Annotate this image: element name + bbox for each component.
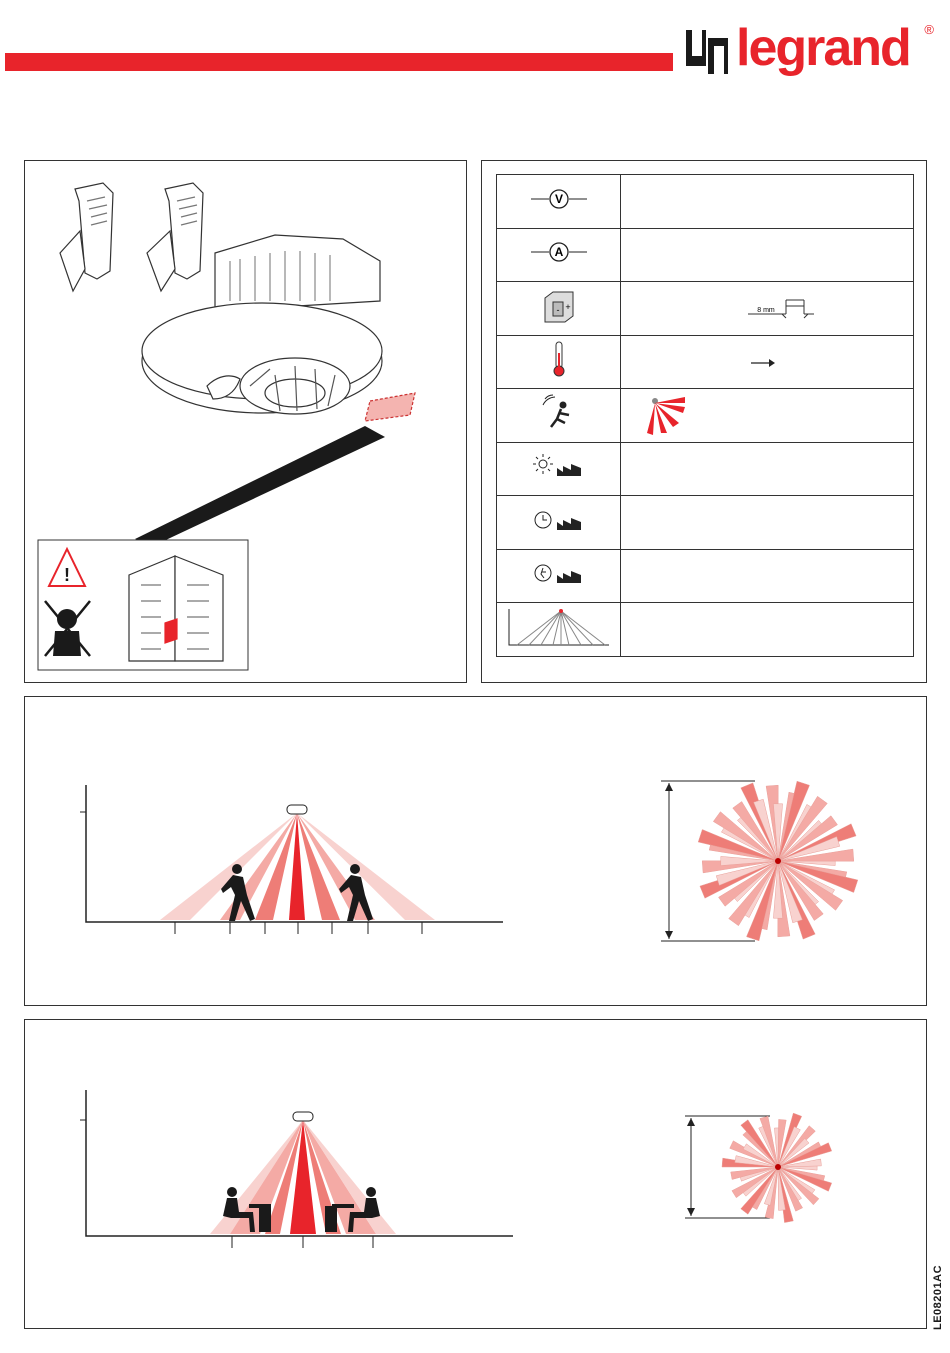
voltage-icon	[529, 188, 589, 210]
brand-name: legrand	[736, 19, 910, 77]
callout-pointer	[135, 426, 385, 546]
terminal-icon	[541, 288, 577, 324]
registered-mark: ®	[924, 22, 934, 37]
voltage-symbol: V	[554, 191, 563, 206]
spec-row-lux	[497, 442, 914, 496]
spec-row-temperature	[497, 335, 914, 389]
strip-length-icon	[746, 294, 816, 324]
lux-setting-icon	[531, 452, 587, 480]
document-code	[930, 1258, 946, 1330]
document-code-text: LE08201AC	[932, 1264, 944, 1330]
spec-row-pattern	[497, 603, 914, 657]
seated-detection-diagram	[25, 1020, 928, 1330]
spec-row-detection	[497, 389, 914, 443]
temperature-icon	[549, 339, 569, 379]
detection-burst-icon	[722, 1113, 832, 1223]
ceiling-sensor-icon	[287, 805, 307, 814]
legrand-logo	[684, 19, 934, 88]
detection-pattern-icon	[507, 607, 611, 647]
manual-book-icon	[129, 556, 223, 661]
svg-text:!: !	[64, 565, 70, 585]
walking-detection-diagram	[25, 697, 928, 1007]
terminal-minus: -	[556, 304, 559, 315]
strip-length: 8 mm	[757, 307, 775, 314]
spec-table	[496, 174, 914, 657]
seated-detection-panel	[24, 1019, 927, 1329]
timer-setting-icon	[531, 506, 587, 534]
spec-row-terminal	[497, 282, 914, 336]
terminal-plus: +	[564, 301, 571, 312]
header-red-bar	[5, 53, 673, 71]
ceiling-sensor-icon	[293, 1112, 313, 1121]
legrand-mark-icon	[684, 28, 734, 78]
detection-zone-icon	[643, 393, 689, 439]
sensitivity-setting-icon	[531, 559, 587, 587]
current-symbol: A	[554, 245, 563, 260]
detection-cones	[160, 813, 435, 920]
spec-row-voltage	[497, 175, 914, 229]
spec-row-current	[497, 228, 914, 282]
arrow-right-icon	[749, 356, 779, 370]
spec-row-timer	[497, 496, 914, 550]
current-icon	[529, 241, 589, 263]
product-illustration	[25, 161, 468, 684]
terminal-connector-icon	[60, 183, 203, 291]
burst-center	[775, 858, 781, 864]
spec-row-sensitivity	[497, 549, 914, 603]
product-panel	[24, 160, 467, 683]
detection-burst-icon	[698, 781, 858, 941]
walking-detection-panel	[24, 696, 927, 1006]
burst-center	[775, 1164, 781, 1170]
motion-detection-icon	[539, 393, 579, 433]
